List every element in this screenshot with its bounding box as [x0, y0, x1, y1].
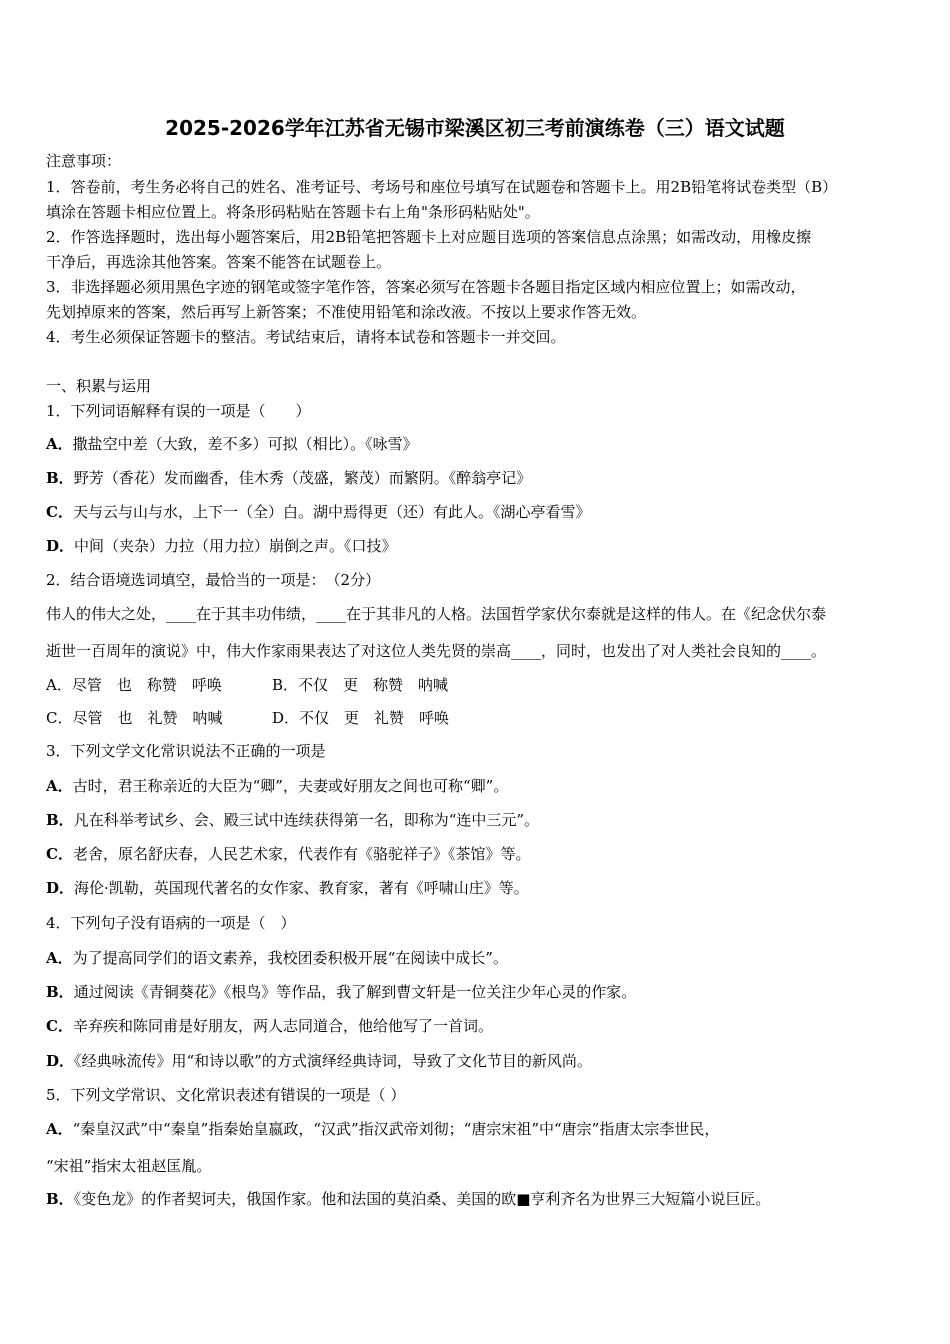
option-item	[46, 1189, 908, 1209]
option-key: A．	[46, 777, 73, 795]
notice-heading: 注意事项：	[46, 152, 122, 170]
notice-line: 3．非选择题必须用黑色字迹的钢笔或签字笔作答，答案必须写在答题卡各题目指定区域内相应位置上；如需改动，	[46, 278, 806, 296]
option-item	[46, 1016, 908, 1036]
option-item	[46, 844, 908, 864]
option-text: “秦皇汉武”中“秦皇”指秦始皇嬴政，“汉武”指汉武帝刘彻；“唐宗宋祖”中“唐宗”指唐太宗李世民，	[72, 1120, 720, 1138]
option-item	[46, 434, 908, 454]
exam-title: 2025-2026学年江苏省无锡市梁溪区初三考前演练卷（三）语文试题	[165, 116, 785, 140]
option-item	[46, 1119, 908, 1139]
option-key: D．	[46, 1052, 75, 1070]
option-text: 老舍，原名舒庆春，人民艺术家，代表作有《骆驼祥子》《茶馆》等。	[72, 845, 531, 863]
question-stem: 3．下列文学文化常识说法不正确的一项是	[46, 742, 326, 760]
notice-line: 1．答卷前，考生务必将自己的姓名、准考证号、考场号和座位号填写在试题卷和答题卡上。用2B铅笔将试卷类型（B）	[46, 178, 838, 196]
option-text: 辛弃疾和陈同甫是好朋友，两人志同道合，他给他写了一首词。	[72, 1017, 493, 1035]
notice-line: 先划掉原来的答案，然后再写上新答案；不准使用铅笔和涂改液。不按以上要求作答无效。	[46, 303, 647, 321]
option-text: 《经典咏流传》用“和诗以歌”的方式演绎经典诗词，导致了文化节目的新风尚。	[74, 1052, 592, 1070]
option-text-continued: “宋祖”指宋太祖赵匡胤。	[46, 1157, 212, 1175]
option-key: A．	[46, 949, 73, 967]
option-key: B．	[46, 811, 74, 829]
question-stem: 1．下列词语解释有误的一项是（ ）	[46, 402, 311, 420]
option-row	[46, 675, 908, 695]
option-item	[46, 878, 908, 898]
question-stem: 5．下列文学常识、文化常识表述有错误的一项是（ ）	[46, 1086, 406, 1104]
option-text: 凡在科举考试乡、会、殿三试中连续获得第一名，即称为“连中三元”。	[73, 811, 540, 829]
option-item	[46, 810, 908, 830]
option-item	[46, 948, 908, 968]
option-row	[46, 708, 908, 728]
option-text: 中间（夹杂）力拉（用力拉）崩倒之声。《口技》	[74, 537, 397, 555]
question-stem: 2．结合语境选词填空，最恰当的一项是： （2分）	[46, 571, 381, 589]
option-text: 古时，君王称亲近的大臣为“卿”，夫妻或好朋友之间也可称“卿”。	[72, 777, 509, 795]
option-key: A．	[46, 1120, 73, 1138]
option-key: B．	[46, 469, 74, 487]
option-key: C．	[46, 503, 73, 521]
notice-line: 干净后，再选涂其他答案。答案不能答在试题卷上。	[46, 253, 392, 271]
option-item	[46, 1051, 908, 1071]
option-text: 野芳（香花）发而幽香，佳木秀（茂盛，繁茂）而繁阴。《醉翁亭记》	[73, 469, 532, 487]
option-key: B．	[46, 983, 74, 1001]
option-text: 通过阅读《青铜葵花》《根鸟》等作品，我了解到曹文轩是一位关注少年心灵的作家。	[73, 983, 637, 1001]
option-text: 《变色龙》的作者契诃夫，俄国作家。他和法国的莫泊桑、美国的欧■亨利齐名为世界三大短篇小说巨匠。	[73, 1190, 771, 1208]
question-passage: 逝世一百周年的演说》中，伟大作家雨果表达了对这位人类先贤的崇高____，同时，也发出了对人类社会良知的____。	[46, 642, 827, 660]
option-key: C．	[46, 845, 73, 863]
question-stem: 4．下列句子没有语病的一项是（ ）	[46, 914, 296, 932]
notice-line: 4．考生必须保证答题卡的整洁。考试结束后，请将本试卷和答题卡一并交回。	[46, 328, 566, 346]
section-heading: 一、积累与运用	[46, 377, 152, 395]
option-text: 撒盐空中差（大致，差不多）可拟（相比）。《咏雪》	[72, 435, 418, 453]
option-item	[46, 982, 908, 1002]
notice-line: 填涂在答题卡相应位置上。将条形码粘贴在答题卡右上角"条形码粘贴处"。	[46, 203, 540, 221]
option-text: 海伦·凯勒，英国现代著名的女作家、教育家，著有《呼啸山庄》等。	[74, 879, 529, 897]
option-text: B．不仅 更 称赞 呐喊	[272, 676, 449, 694]
option-text: D．不仅 更 礼赞 呼唤	[272, 709, 450, 727]
option-text: 天与云与山与水，上下一（全）白。湖中焉得更（还）有此人。《湖心亭看雪》	[72, 503, 591, 521]
option-text: 为了提高同学们的语文素养，我校团委积极开展“在阅读中成长”。	[72, 949, 508, 967]
notice-line: 2．作答选择题时，选出每小题答案后，用2B铅笔把答题卡上对应题目选项的答案信息点涂黑；如需改动，用橡皮擦	[46, 228, 812, 246]
option-item	[46, 502, 908, 522]
option-key: D．	[46, 879, 75, 897]
option-key: C．	[46, 1017, 73, 1035]
option-item	[46, 776, 908, 796]
option-text: A．尽管 也 称赞 呼唤	[46, 676, 222, 694]
option-item	[46, 536, 908, 556]
option-key: B．	[46, 1190, 74, 1208]
option-key: A．	[46, 435, 73, 453]
option-text: C．尽管 也 礼赞 呐喊	[46, 709, 223, 727]
option-item	[46, 468, 908, 488]
question-passage: 伟人的伟大之处，____在于其丰功伟绩，____在于其非凡的人格。法国哲学家伏尔泰就是这样的伟人。在《纪念伏尔泰	[46, 605, 827, 623]
option-key: D．	[46, 537, 75, 555]
